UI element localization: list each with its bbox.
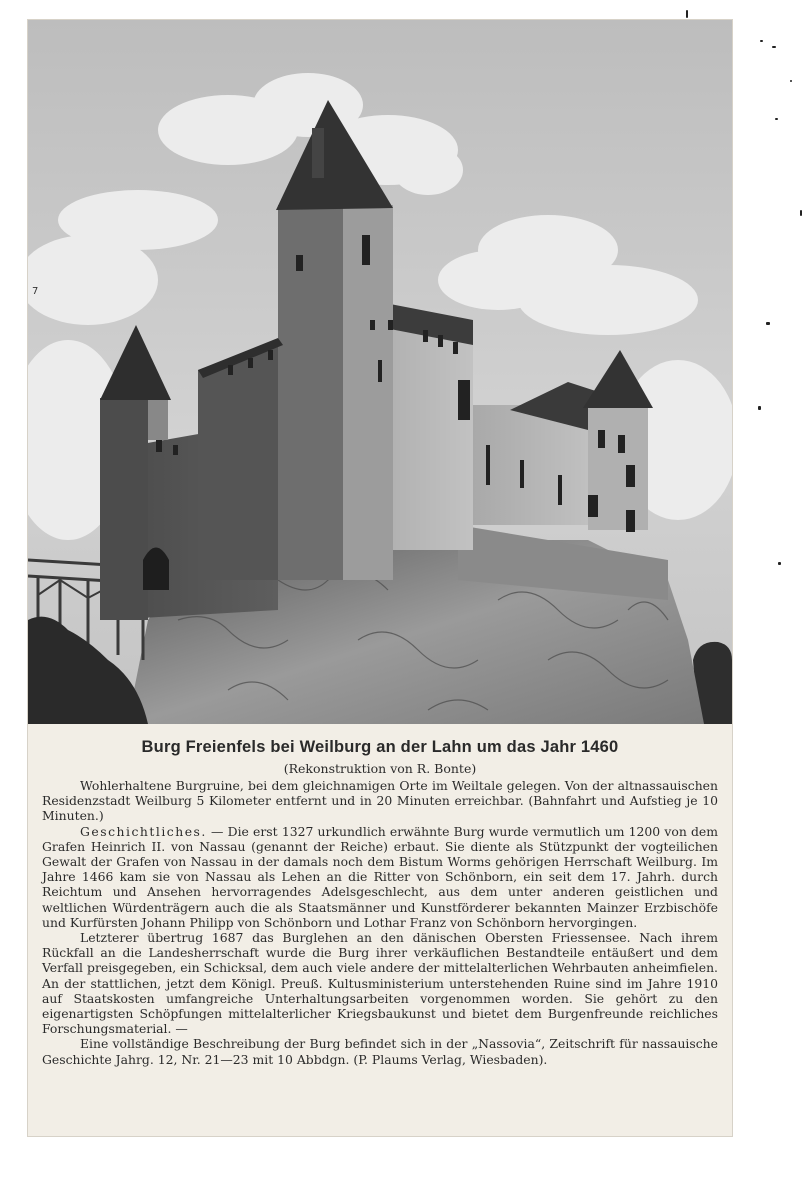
postcard-title: Burg Freienfels bei Weilburg an der Lahn um das Jahr 1460 <box>141 738 619 756</box>
scan-speck <box>686 10 688 18</box>
reference-paragraph: Eine vollständige Beschreibung der Burg befindet sich in der „Nassovia“, Zeitschrift für nassauische Geschichte Jahrg. 12, Nr. 21—23 mit 10 Abbdgn. (P. Plaums Verlag, Wiesbaden). <box>42 1036 718 1067</box>
left-hall <box>198 340 278 580</box>
scan-speck <box>758 406 761 410</box>
scan-speck <box>800 210 802 216</box>
left-tower <box>100 398 148 620</box>
scan-speck <box>766 322 770 325</box>
chimney <box>312 128 324 178</box>
gate-arch <box>143 548 169 591</box>
scan-speck <box>778 562 781 565</box>
scan-speck <box>775 118 778 120</box>
intro-paragraph: Wohlerhaltene Burgruine, bei dem gleichnamigen Orte im Weiltale gelegen. Von der altnassauischen Residenzstadt Weilburg 5 Kilometer entfernt und in 20 Minuten erreichbar. (Bahnfahrt und Aufstieg je 10 Minuten.) <box>42 778 718 824</box>
scan-speck <box>772 46 776 48</box>
description-panel <box>28 724 732 1136</box>
description-body <box>42 778 718 1067</box>
history-text: — Die erst 1327 urkundlich erwähnte Burg wurde vermutlich um 1200 von dem Grafen Heinrich II. von Nassau (genannt der Reiche) erbaut. Sie diente als Stützpunkt der vogteilichen Gewalt der Grafen von Nassau in der damals noch dem Bistum Worms gehörigen Herrschaft Weilburg. Im Jahre 1466 kam sie von Nassau als Lehen an die Ritter von Schönborn, ein seit dem 17. Jahrh. durch Reichtum und Ansehen hervorragendes Adelsgeschlecht, aus dem unter anderen geistlichen und weltlichen Würdenträgern auch die als Staatsmänner und Kunstförderer bekannten Mainzer Erzbischöfe und Kurfürsten Johann Philipp von Schönborn und Lothar Franz von Schönborn hervorgingen. <box>42 823 718 930</box>
scan-speck <box>790 80 792 82</box>
later-history-paragraph: Letzterer übertrug 1687 das Burglehen an den dänischen Obersten Friessensee. Nach ihrem Rückfall an die Landesherrschaft wurde die Burg ihrer verkäuflichen Bestandteile entäußert und dem Verfall preisgegeben, ein Schicksal, dem auch viele andere der mittelalterlichen Wehrbauten anheimfielen. An der stattlichen, jetzt dem Königl. Preuß. Kultusministerium unterstehenden Ruine sind im Jahre 1910 auf Staatskosten umfangreiche Unterhaltungsarbeiten vorgenommen worden. Sie gehört zu den eigenartigsten Schöpfungen mittelalterlicher Kriegsbaukunst und bietet dem Burgenfreunde reichliches Forschungsmaterial. — <box>42 930 718 1037</box>
scan-speck <box>760 40 763 42</box>
postcard <box>28 20 732 1136</box>
castle-illustration <box>28 20 732 724</box>
history-paragraph <box>42 824 718 930</box>
margin-mark: 7 <box>32 286 39 297</box>
castle-drawing <box>28 20 732 724</box>
postcard-subtitle: (Rekonstruktion von R. Bonte) <box>283 761 477 776</box>
history-heading: Geschichtliches. <box>80 823 207 839</box>
